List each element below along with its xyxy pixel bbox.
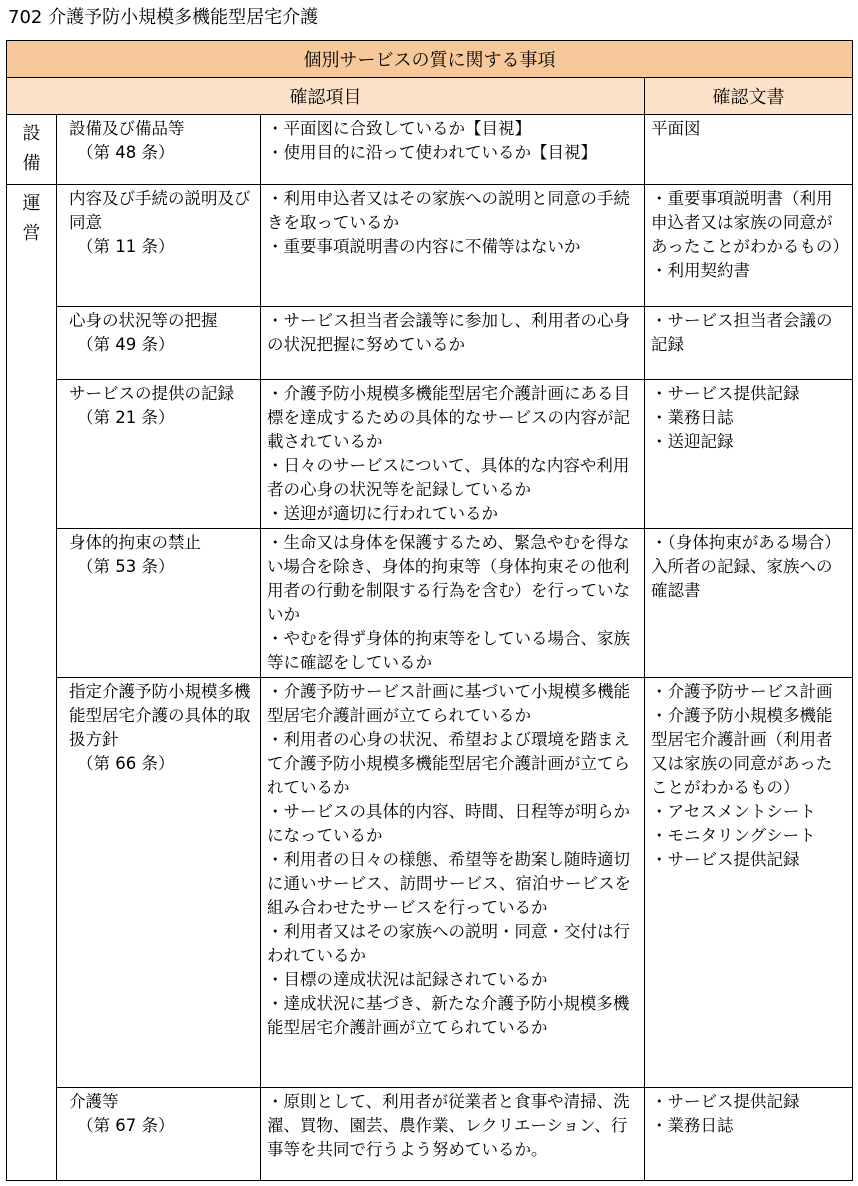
category-unei-continued: [7, 678, 57, 1088]
item-article: （第 48 条）: [77, 143, 175, 162]
item-article: （第 66 条）: [77, 754, 175, 773]
check-items-cell: [261, 1088, 645, 1181]
item-name-cell: [57, 1088, 261, 1181]
category-unei: [7, 185, 57, 307]
item-article: （第 67 条）: [77, 1116, 175, 1135]
documents-cell: [645, 1088, 853, 1181]
check-item: ・日々のサービスについて、具体的な内容や利用者の心身の状況等を記録しているか: [267, 456, 630, 499]
document-item: ・サービス提供記録: [651, 1092, 800, 1111]
document-item: ・業務日誌: [651, 408, 734, 427]
document-item: ・利用契約書: [651, 261, 750, 280]
table-row: [7, 115, 853, 185]
check-items-cell: [261, 185, 645, 307]
document-item: ・モニタリングシート: [651, 826, 816, 845]
documents-cell: [645, 529, 853, 678]
item-article: （第 53 条）: [77, 557, 175, 576]
check-item: ・サービス担当者会議等に参加し、利用者の心身の状況把握に努めているか: [267, 311, 630, 354]
item-name: 設備及び備品等: [69, 119, 185, 138]
category-char: 運: [22, 193, 41, 214]
check-item: ・平面図に合致しているか【目視】: [267, 119, 531, 138]
table-row: [7, 1088, 853, 1181]
documents-cell: [645, 307, 853, 380]
check-item: ・介護予防小規模多機能型居宅介護計画にある目標を達成するための具体的なサービスの内容が記載されているか: [267, 384, 630, 451]
document-item: ・サービス担当者会議の記録: [651, 311, 833, 354]
category-unei-continued: [7, 307, 57, 380]
check-item: ・利用申込者又はその家族への説明と同意の手続きを取っているか: [267, 189, 630, 232]
documents-cell: [645, 678, 853, 1088]
document-item: ・サービス提供記録: [651, 850, 800, 869]
category-setsubi: [7, 115, 57, 185]
check-item: ・重要事項説明書の内容に不備等はないか: [267, 237, 581, 256]
document-item: ・送迎記録: [651, 432, 734, 451]
table-row: [7, 678, 853, 1088]
check-item: ・原則として、利用者が従業者と食事や清掃、洗濯、買物、園芸、農作業、レクリエーション、行事等を共同で行うよう努めているか。: [267, 1092, 630, 1159]
document-item: 平面図: [651, 119, 701, 138]
document-item: ・介護予防サービス計画: [651, 682, 833, 701]
check-item: ・目標の達成状況は記録されているか: [267, 970, 548, 989]
category-char: 備: [22, 153, 41, 174]
item-article: （第 49 条）: [77, 335, 175, 354]
table-row: [7, 380, 853, 529]
documents-cell: [645, 115, 853, 185]
check-items-cell: [261, 307, 645, 380]
item-name-cell: [57, 380, 261, 529]
check-item: ・やむを得ず身体的拘束等をしている場合、家族等に確認をしているか: [267, 629, 630, 672]
check-items-cell: [261, 380, 645, 529]
check-items-cell: [261, 115, 645, 185]
check-item: ・利用者の心身の状況、希望および環境を踏まえて介護予防小規模多機能型居宅介護計画が立てられているか: [267, 730, 630, 797]
documents-cell: [645, 185, 853, 307]
check-items-cell: [261, 529, 645, 678]
category-unei-continued: [7, 380, 57, 529]
check-items-cell: [261, 678, 645, 1088]
item-name-cell: [57, 185, 261, 307]
table-row: [7, 185, 853, 307]
check-item: ・生命又は身体を保護するため、緊急やむを得ない場合を除き、身体的拘束等（身体拘束その他利用者の行動を制限する行為を含む）を行っていないか: [267, 533, 630, 624]
inspection-table: [6, 40, 853, 1181]
check-item: ・利用者又はその家族への説明・同意・交付は行われているか: [267, 922, 630, 965]
document-item: ・（身体拘束がある場合）入所者の記録、家族への確認書: [651, 533, 841, 600]
table-row: [7, 307, 853, 380]
table-row: [7, 529, 853, 678]
column-header-documents: 確認文書: [645, 78, 853, 115]
item-name: 内容及び手続の説明及び同意: [69, 189, 251, 232]
item-name: 身体的拘束の禁止: [69, 533, 201, 552]
check-item: ・送迎が適切に行われているか: [267, 504, 498, 523]
document-item: ・サービス提供記録: [651, 384, 800, 403]
documents-cell: [645, 380, 853, 529]
document-item: ・介護予防小規模多機能型居宅介護計画（利用者又は家族の同意があったことがわかるもの）: [651, 706, 833, 797]
document-item: ・業務日誌: [651, 1116, 734, 1135]
category-char: 設: [22, 123, 41, 144]
check-item: ・使用目的に沿って使われているか【目視】: [267, 143, 597, 162]
check-item: ・利用者の日々の様態、希望等を勘案し随時適切に通いサービス、訪問サービス、宿泊サービスを組み合わせたサービスを行っているか: [267, 850, 631, 917]
category-unei-continued: [7, 529, 57, 678]
check-item: ・達成状況に基づき、新たな介護予防小規模多機能型居宅介護計画が立てられているか: [267, 994, 630, 1037]
check-item: ・サービスの具体的内容、時間、日程等が明らかになっているか: [267, 802, 630, 845]
item-article: （第 21 条）: [77, 408, 175, 427]
document-item: ・アセスメントシート: [651, 802, 816, 821]
item-name-cell: [57, 529, 261, 678]
item-name: 指定介護予防小規模多機能型居宅介護の具体的取扱方針: [69, 682, 251, 749]
item-name-cell: [57, 307, 261, 380]
item-name: 心身の状況等の把握: [69, 311, 218, 330]
section-band-header: 個別サービスの質に関する事項: [7, 41, 853, 78]
item-name: 介護等: [69, 1092, 119, 1111]
page-title: 702 介護予防小規模多機能型居宅介護: [8, 7, 319, 28]
category-char: 営: [22, 223, 41, 244]
item-name-cell: [57, 115, 261, 185]
check-item: ・介護予防サービス計画に基づいて小規模多機能型居宅介護計画が立てられているか: [267, 682, 630, 725]
item-name-cell: [57, 678, 261, 1088]
column-header-items: 確認項目: [7, 78, 645, 115]
item-article: （第 11 条）: [77, 237, 175, 256]
item-name: サービスの提供の記録: [69, 384, 234, 403]
category-unei-continued: [7, 1088, 57, 1181]
document-item: ・重要事項説明書（利用申込者又は家族の同意があったことがわかるもの）: [651, 189, 849, 256]
